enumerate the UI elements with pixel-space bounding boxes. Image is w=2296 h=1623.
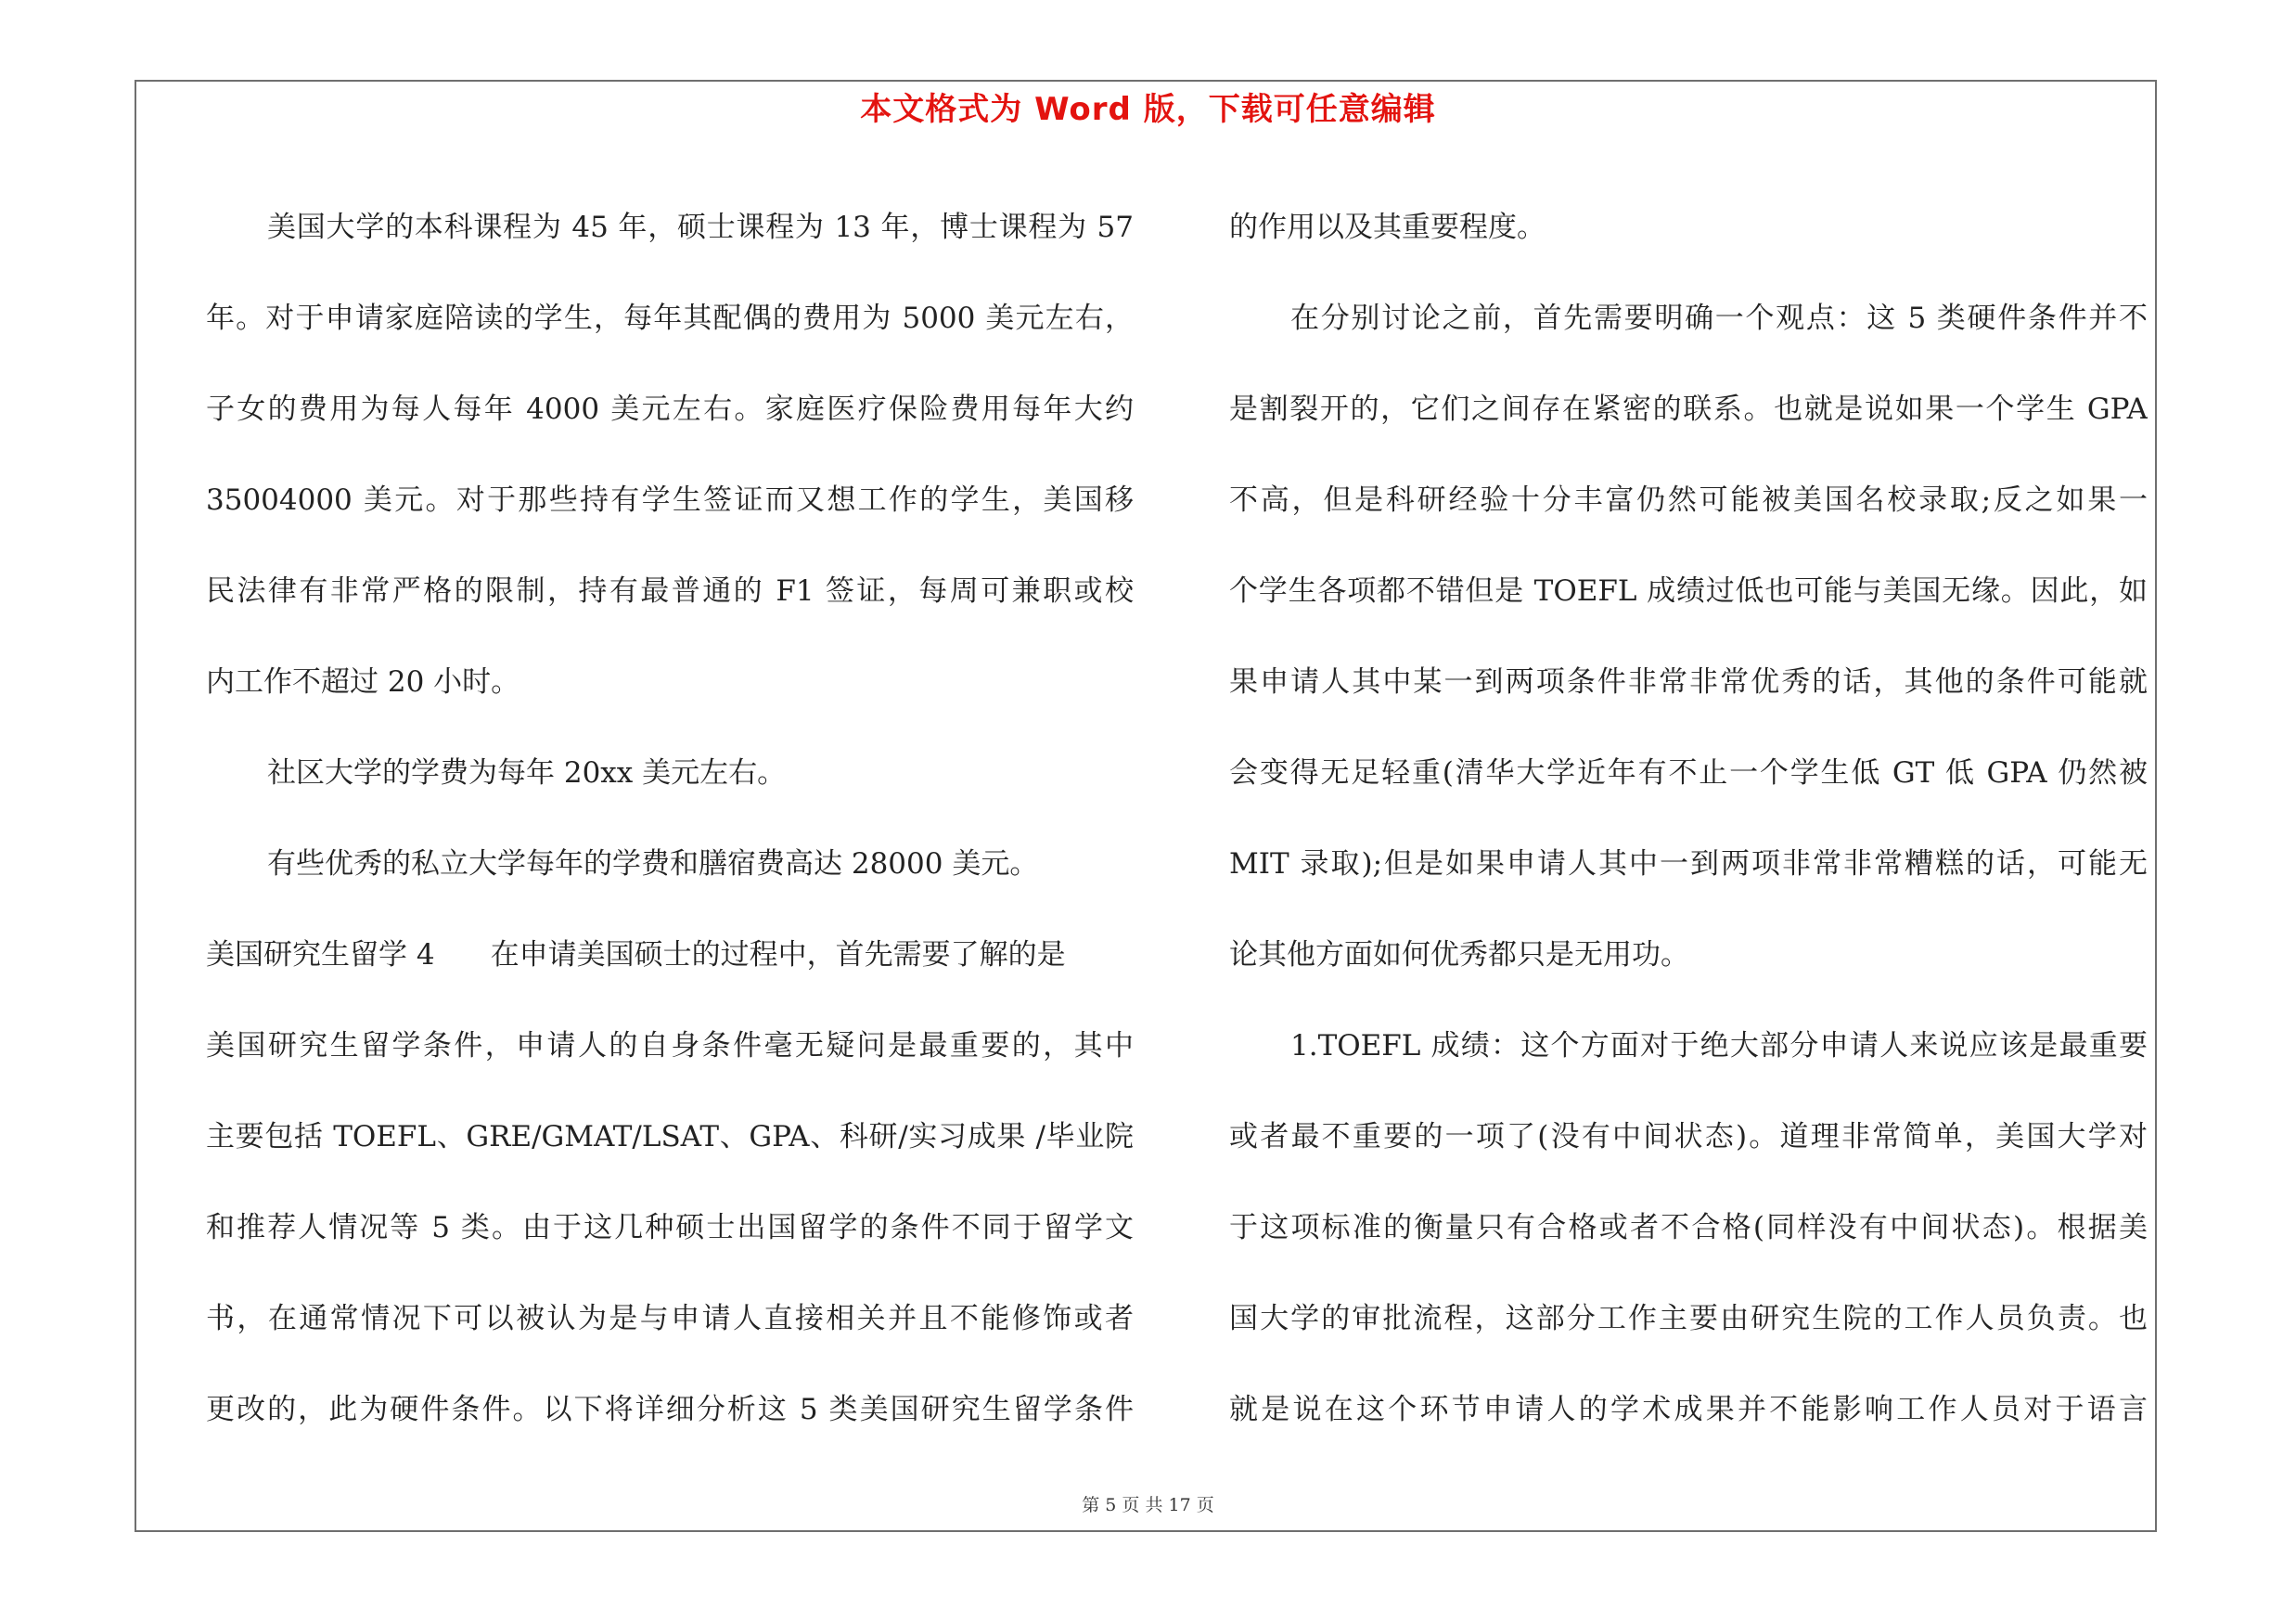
text-line: 国大学的审批流程，这部分工作主要由研究生院的工作人员负责。也 <box>1229 1302 2148 1335</box>
text-line: 会变得无足轻重(清华大学近年有不止一个学生低 GT 低 GPA 仍然被 <box>1229 756 2148 790</box>
text-line: 不高，但是科研经验十分丰富仍然可能被美国名校录取;反之如果一 <box>1229 483 2148 517</box>
text-line: 个学生各项都不错但是 TOEFL 成绩过低也可能与美国无缘。因此，如 <box>1229 574 2148 608</box>
text-line: 果申请人其中某一到两项条件非常非常优秀的话，其他的条件可能就 <box>1229 665 2148 699</box>
text-line: 子女的费用为每人每年 4000 美元左右。家庭医疗保险费用每年大约 <box>206 393 1134 426</box>
text-line: 民法律有非常严格的限制，持有最普通的 F1 签证，每周可兼职或校 <box>206 574 1134 608</box>
word-format-banner: 本文格式为 Word 版，下载可任意编辑 <box>860 91 1436 128</box>
text-line: 有些优秀的私立大学每年的学费和膳宿费高达 28000 美元。 <box>267 847 1039 881</box>
text-line: 社区大学的学费为每年 20xx 美元左右。 <box>267 756 787 790</box>
text-line: 论其他方面如何优秀都只是无用功。 <box>1229 938 1689 972</box>
text-line: 35004000 美元。对于那些持有学生签证而又想工作的学生，美国移 <box>206 483 1134 517</box>
text-line: 美国研究生留学条件，申请人的自身条件毫无疑问是最重要的，其中 <box>206 1029 1134 1063</box>
page-number-footer: 第 5 页 共 17 页 <box>1082 1495 1214 1515</box>
text-line: MIT 录取);但是如果申请人其中一到两项非常非常糟糕的话，可能无 <box>1229 847 2148 881</box>
text-line: 和推荐人情况等 5 类。由于这几种硕士出国留学的条件不同于留学文 <box>206 1211 1134 1244</box>
text-line: 书，在通常情况下可以被认为是与申请人直接相关并且不能修饰或者 <box>206 1302 1134 1335</box>
text-line: 于这项标准的衡量只有合格或者不合格(同样没有中间状态)。根据美 <box>1229 1211 2148 1244</box>
text-line: 更改的，此为硬件条件。以下将详细分析这 5 类美国研究生留学条件 <box>206 1393 1134 1426</box>
text-line: 或者最不重要的一项了(没有中间状态)。道理非常简单，美国大学对 <box>1229 1120 2148 1153</box>
text-line: 1.TOEFL 成绩：这个方面对于绝大部分申请人来说应该是最重要 <box>1290 1029 2148 1063</box>
text-line: 主要包括 TOEFL、GRE/GMAT/LSAT、GPA、科研/实习成果 /毕业院 <box>206 1120 1134 1153</box>
text-line <box>206 909 1134 1000</box>
text-line: 的作用以及其重要程度。 <box>1229 211 1546 244</box>
right-text-column <box>1229 182 2148 1455</box>
text-line: 在分别讨论之前，首先需要明确一个观点：这 5 类硬件条件并不 <box>1290 302 2148 335</box>
text-line: 就是说在这个环节申请人的学术成果并不能影响工作人员对于语言 <box>1229 1393 2148 1426</box>
text-line: 是割裂开的，它们之间存在紧密的联系。也就是说如果一个学生 GPA <box>1229 393 2148 426</box>
section-heading: 美国研究生留学 4 <box>206 938 435 972</box>
text-line: 内工作不超过 20 小时。 <box>206 665 520 699</box>
left-text-column <box>206 182 1134 1455</box>
text-line: 美国大学的本科课程为 45 年，硕士课程为 13 年，博士课程为 57 <box>267 211 1134 244</box>
text-line: 年。对于申请家庭陪读的学生，每年其配偶的费用为 5000 美元左右， <box>206 302 1134 335</box>
text-line-content: 在申请美国硕士的过程中，首先需要了解的是 <box>490 938 1066 972</box>
